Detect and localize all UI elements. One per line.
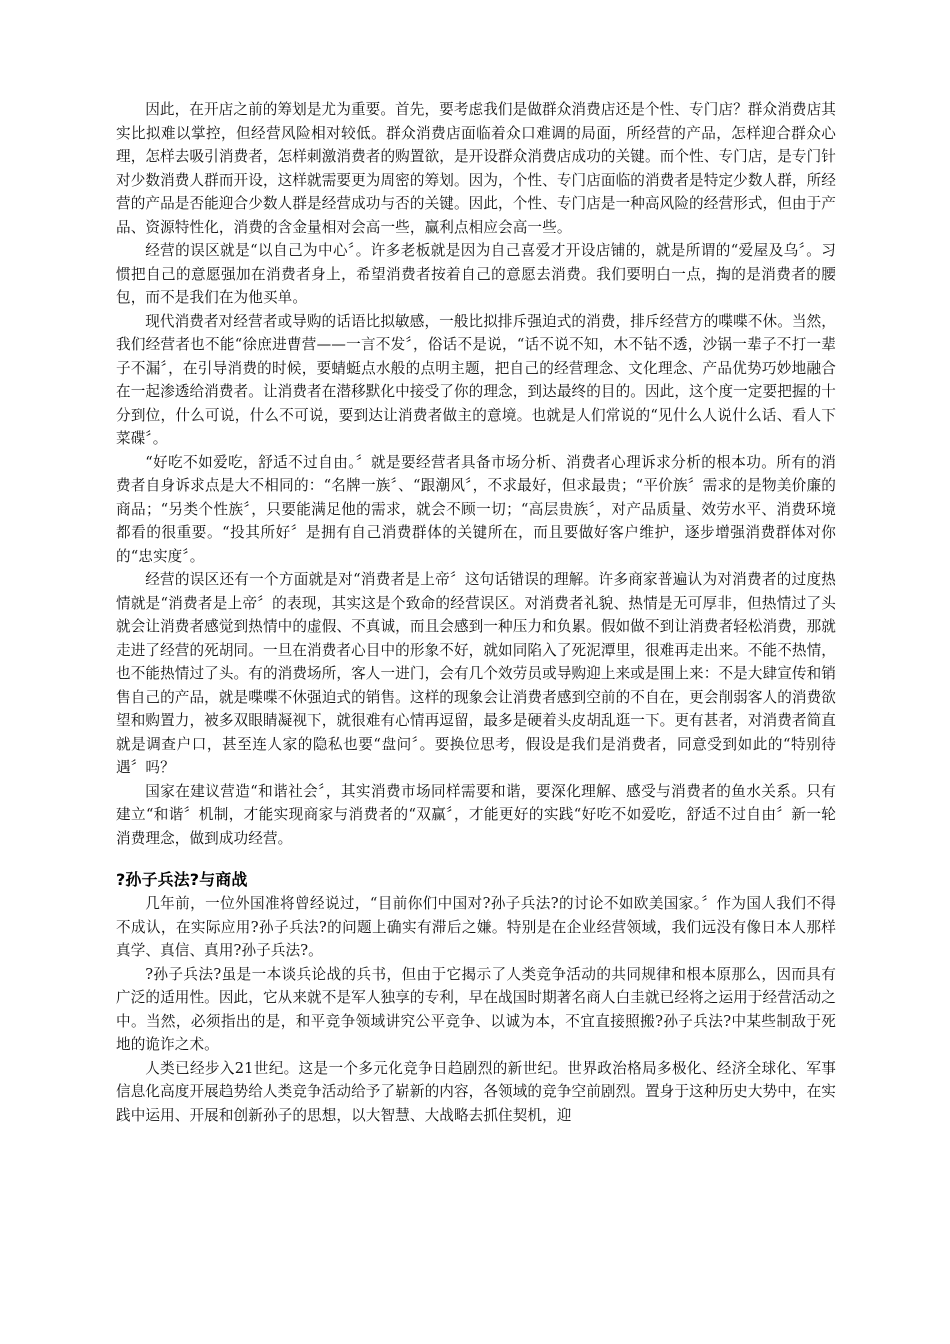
paragraph-store-planning: 因此，在开店之前的筹划是尤为重要。首先，要考虑我们是做群众消费店还是个性、专门店？群众消费店其实比拟难以掌控，但经营风险相对较低。群众消费店面临着众口难调的局面，所经营的产品，怎样迎合群众心理，怎样去吸引消费者，怎样刺激消费者的购置欲，是开设群众消费店成功的关键。而个性、专门店，是专门针对少数消费人群而开设，这样就需要更为周密的筹划。因为，个性、专门店面临的消费者是特定少数人群，所经营的产品是否能迎合少数人群是经营成功与否的关键。因此，个性、专门店是一种高风险的经营形式，但由于产品、资源特性化，消费的含金量相对会高一些，赢利点相应会高一些。 xyxy=(116,101,836,236)
section-consumer-psychology xyxy=(116,98,836,850)
paragraph-harmony: 国家在建议营造“和谐社会〞，其实消费市场同样需要和谐，要深化理解、感受与消费者的鱼水关系。只有建立“和谐〞机制，才能实现商家与消费者的“双赢〞，才能更好的实践“好吃不如爱吃，舒适不过自由〞新一轮消费理念，做到成功经营。 xyxy=(116,782,836,847)
paragraph-customer-is-god: 经营的误区还有一个方面就是对“消费者是上帝〞这句话错误的理解。许多商家普遍认为对消费者的过度热情就是“消费者是上帝〞的表现，其实这是个致命的经营误区。对消费者礼貌、热情是无可厚非，但热情过了头就会让消费者感觉到热情中的虚假、不真诚，而且会感到一种压力和负累。假如做不到让消费者轻松消费，那就走进了经营的死胡同。一旦在消费者心目中的形象不好，就如同陷入了死泥潭里，很难再走出来。不能不热情，也不能热情过了头。有的消费场所，客人一进门，会有几个效劳员或导购迎上来或是围上来：不是大肆宣传和销售自己的产品，就是喋喋不休强迫式的销售。这样的现象会让消费者感到空前的不自在，更会削弱客人的消费欲望和购置力，被多双眼睛凝视下，就很难有心情再逗留，最多是硬着头皮胡乱逛一下。更有甚者，对消费者简直就是调查户口，甚至连人家的隐私也要“盘问〞。要换位思考，假设是我们是消费者，同意受到如此的“特别待遇〞吗？ xyxy=(116,571,836,776)
section-heading-art-of-war: ?孙子兵法?与商战 xyxy=(116,870,248,889)
paragraph-foreign-general: 几年前，一位外国准将曾经说过，“目前你们中国对?孙子兵法?的讨论不如欧美国家。〞作为国人我们不得不成认，在实际应用?孙子兵法?的问题上确实有滞后之嫌。特别是在企业经营领域，我们远没有像日本人那样真学、真信、真用?孙子兵法?。 xyxy=(116,895,836,959)
paragraph-21st-century: 人类已经步入21世纪。这是一个多元化竞争日趋剧烈的新世纪。世界政治格局多极化、经济全球化、军事信息化高度开展趋势给人类竞争活动给予了崭新的内容，各领域的竞争空前剧烈。置身于这种历史大势中，在实践中运用、开展和创新孙子的思想，以大智慧、大战略去抓住契机，迎 xyxy=(116,1059,836,1124)
paragraph-guiding-consumption: 现代消费者对经营者或导购的话语比拟敏感，一般比拟排斥强迫式的消费，排斥经营方的喋喋不休。当然，我们经营者也不能“徐庶进曹营——一言不发〞，俗话不是说，“话不说不知，木不钻不透，沙锅一辈子不打一辈子不漏〞，在引导消费的时候，要蜻蜓点水般的点明主题，把自己的经营理念、文化理念、产品优势巧妙地融合在一起渗透给消费者。让消费者在潜移默化中接受了你的理念，到达最终的目的。因此，这个度一定要把握的十分到位，什么可说，什么不可说，要到达让消费者做主的意境。也就是人们常说的“见什么人说什么话、看人下菜碟〞。 xyxy=(116,312,836,447)
paragraph-self-centered-mistake: 经营的误区就是“以自己为中心〞。许多老板就是因为自己喜爱才开设店铺的，就是所谓的“爱屋及乌〞。习惯把自己的意愿强加在消费者身上，希望消费者按着自己的意愿去消费。我们要明白一点，掏的是消费者的腰包，而不是我们在为他买单。 xyxy=(116,242,836,306)
paragraph-consumer-groups: “好吃不如爱吃，舒适不过自由。〞就是要经营者具备市场分析、消费者心理诉求分析的根本功。所有的消费者自身诉求点是大不相同的：“名牌一族〞、“跟潮风〞，不求最好，但求最贵；“平价族〞需求的是物美价廉的商品；“另类个性族〞，只要能满足他的需求，就会不顾一切；“高层贵族〞，对产品质量、效劳水平、消费环境都看的很重要。“投其所好〞是拥有自己消费群体的关键所在，而且要做好客户维护，逐步增强消费群体对你的“忠实度〞。 xyxy=(116,453,836,565)
section-art-of-war xyxy=(116,892,836,1127)
document-page xyxy=(116,98,836,1127)
paragraph-universal-principles: ?孙子兵法?虽是一本谈兵论战的兵书，但由于它揭示了人类竞争活动的共同规律和根本原那么，因而具有广泛的适用性。因此，它从来就不是军人独享的专利，早在战国时期著名商人白圭就已经将之运用于经营活动之中。当然，必须指出的是，和平竞争领域讲究公平竞争、以诚为本，不宜直接照搬?孙子兵法?中某些制敌于死地的诡诈之术。 xyxy=(116,965,836,1053)
